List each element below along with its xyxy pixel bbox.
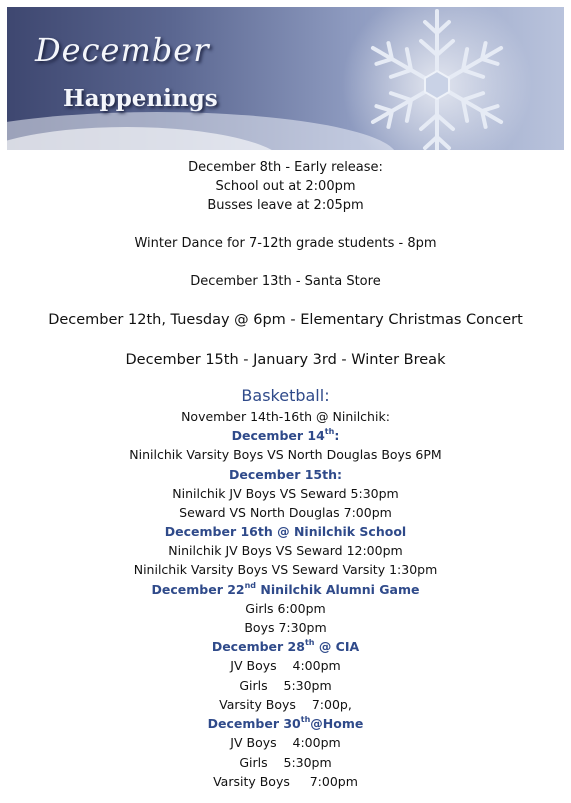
dec15-heading: December 15th: <box>229 466 342 482</box>
early-release-school-out: School out at 2:00pm <box>215 179 356 194</box>
dec16-game: Ninilchik JV Boys VS Seward 12:00pm <box>168 543 403 559</box>
dec16-game: Ninilchik Varsity Boys VS Seward Varsity 1:30pm <box>133 562 438 578</box>
santa-store-event: December 13th - Santa Store <box>190 274 381 289</box>
dec15-game: Seward VS North Douglas 7:00pm <box>179 504 392 520</box>
dec28-game: JV Boys 4:00pm <box>230 658 341 674</box>
dec22-game: Girls 6:00pm <box>245 600 326 616</box>
events-content <box>0 158 571 791</box>
banner-subtitle: Happenings <box>63 85 218 112</box>
dec30-game: Girls 5:30pm <box>239 754 332 770</box>
dec15-game: Ninilchik JV Boys VS Seward 5:30pm <box>172 485 399 501</box>
dec16-heading: December 16th @ Ninilchik School <box>164 524 407 540</box>
dec22-heading: December 22nd Ninilchik Alumni Game <box>151 580 420 597</box>
dec14-game: Ninilchik Varsity Boys VS North Douglas Boys 6PM <box>129 447 442 463</box>
dec28-game: Varsity Boys 7:00p, <box>219 696 352 712</box>
dec30-heading: December 30th@Home <box>207 715 364 732</box>
december-banner <box>7 7 564 150</box>
winter-break-event: December 15th - January 3rd - Winter Break <box>125 352 446 368</box>
snowflake-banner-art <box>7 7 564 150</box>
banner-title: December <box>35 31 210 69</box>
dec28-heading: December 28th @ CIA <box>211 638 360 655</box>
dec30-game: Varsity Boys 7:00pm <box>213 773 358 789</box>
tournament-line: November 14th-16th @ Ninilchik: <box>181 409 390 424</box>
dec14-heading: December 14th: <box>231 427 340 444</box>
early-release-date: December 8th - Early release: <box>188 160 383 175</box>
dec22-game: Boys 7:30pm <box>244 620 327 636</box>
basketball-heading: Basketball: <box>241 386 330 405</box>
winter-dance-event: Winter Dance for 7-12th grade students - 8pm <box>134 236 437 251</box>
dec28-game: Girls 5:30pm <box>239 677 332 693</box>
early-release-busses: Busses leave at 2:05pm <box>207 198 364 213</box>
concert-event: December 12th, Tuesday @ 6pm - Elementary Christmas Concert <box>48 312 523 328</box>
dec30-game: JV Boys 4:00pm <box>230 735 341 751</box>
